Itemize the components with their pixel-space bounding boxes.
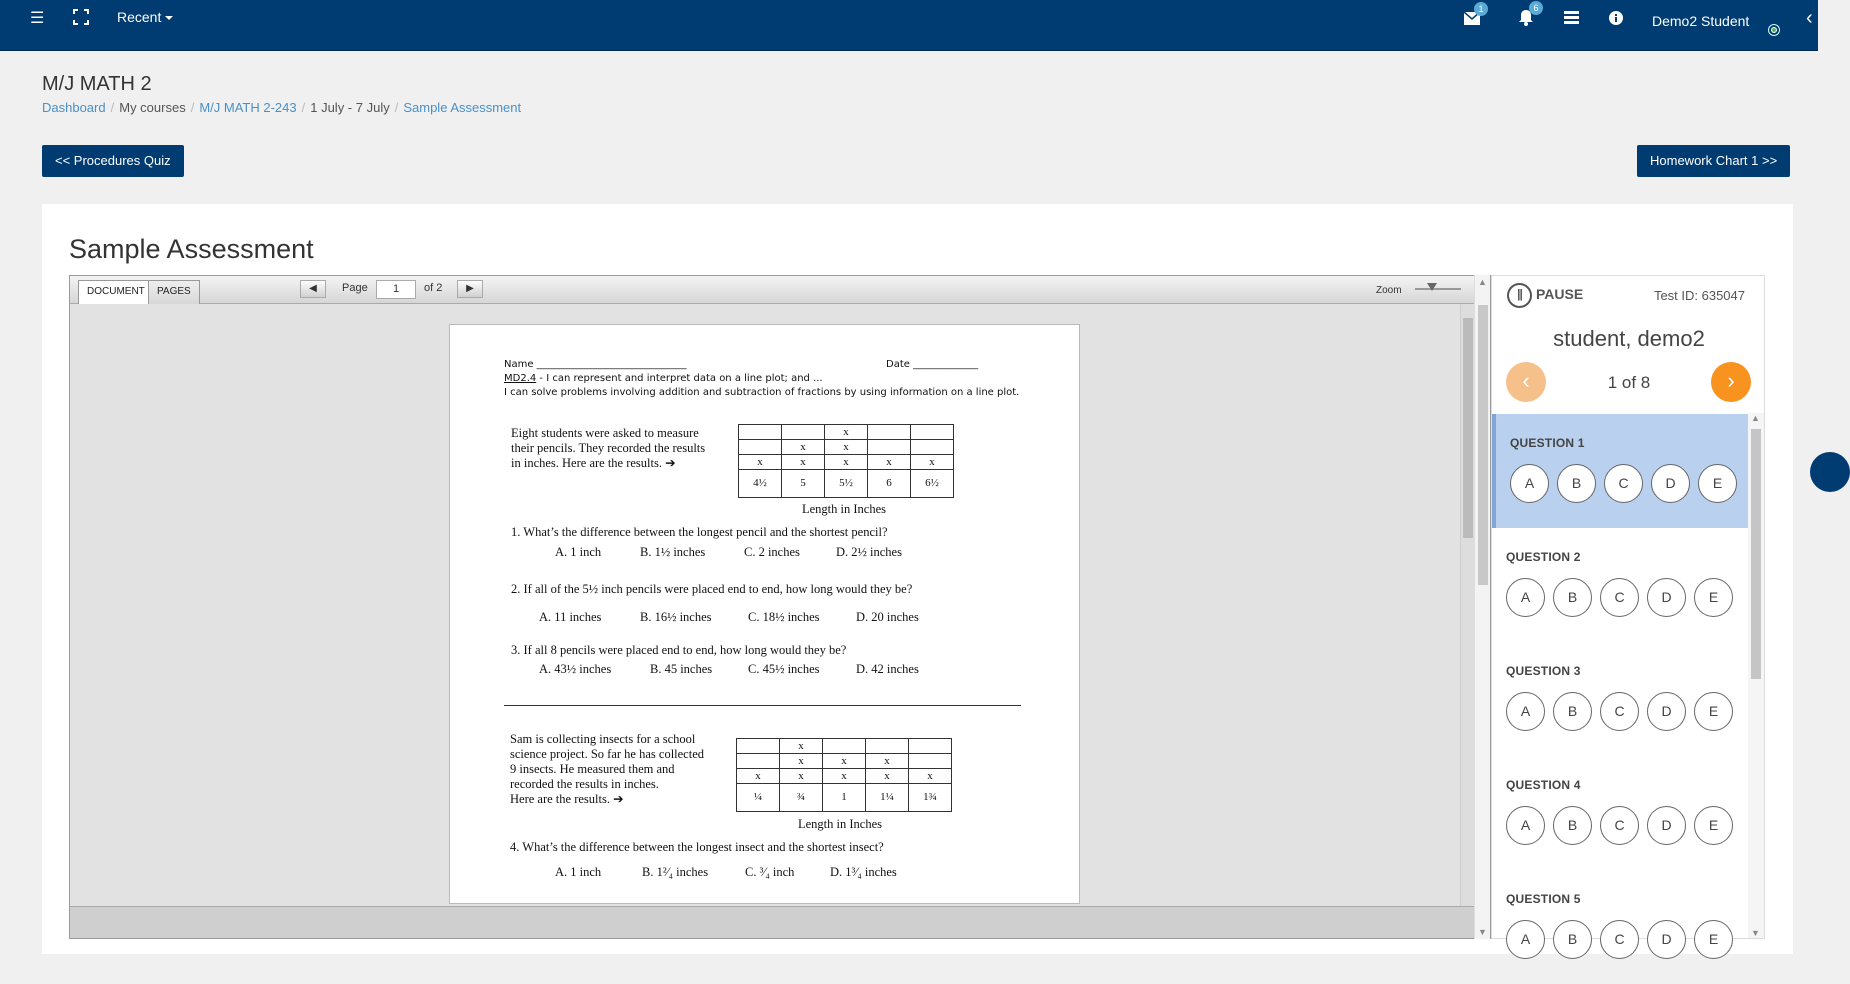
breadcrumb-dashboard[interactable]: Dashboard (42, 100, 106, 115)
next-question-button[interactable]: › (1711, 362, 1751, 402)
viewer-toolbar (70, 276, 1490, 304)
question-list (1492, 414, 1766, 947)
question-3-text: 3. If all 8 pencils were placed end to end, how long would they be? (511, 643, 847, 657)
user-menu[interactable]: Demo2 Student (1652, 13, 1750, 29)
date-line: Date _____________ (886, 359, 979, 370)
intro-text-2: Sam is collecting insects for a school science project. So far he has collected 9 insects. He measured them and recorded the results in inches. Here are the results. ➔ (510, 732, 705, 806)
page-number-input[interactable]: 1 (376, 280, 416, 299)
q4-option-c: C. ³⁄₄ inch (745, 865, 795, 879)
top-navbar (0, 0, 1818, 51)
pause-button[interactable] (1507, 283, 1583, 308)
question-scroll-thumb[interactable] (1751, 429, 1761, 679)
q2-option-a: A. 11 inches (539, 610, 602, 624)
standard-line-2: I can solve problems involving addition and subtraction of fractions by using information on a line plot. (504, 387, 1020, 398)
prev-activity-button[interactable]: << Procedures Quiz (42, 145, 184, 177)
next-page-button[interactable]: ▶ (457, 280, 483, 298)
answer-option-d[interactable]: D (1647, 920, 1686, 959)
name-line: Name ______________________________ (504, 359, 687, 370)
question-label: QUESTION 2 (1506, 550, 1581, 564)
answer-option-c[interactable]: C (1604, 464, 1643, 503)
viewer-scroll-thumb[interactable] (1478, 305, 1488, 585)
answer-option-d[interactable]: D (1647, 692, 1686, 731)
q3-option-d: D. 42 inches (856, 662, 919, 676)
question-label: QUESTION 3 (1506, 664, 1581, 678)
viewer-scrollbar[interactable] (1474, 275, 1490, 939)
question-label: QUESTION 5 (1506, 892, 1581, 906)
breadcrumb-assessment[interactable]: Sample Assessment (403, 100, 522, 115)
answer-option-e[interactable]: E (1694, 806, 1733, 845)
answer-option-c[interactable]: C (1600, 806, 1639, 845)
q3-option-a: A. 43½ inches (539, 662, 612, 676)
zoom-slider[interactable] (1415, 288, 1461, 290)
scroll-down-icon[interactable]: ▼ (1751, 928, 1760, 938)
pause-label: PAUSE (1536, 286, 1584, 303)
answer-option-c[interactable]: C (1600, 692, 1639, 731)
document-scrollbar[interactable] (1460, 304, 1474, 908)
q3-option-c: C. 45½ inches (748, 662, 820, 676)
q4-option-a: A. 1 inch (555, 865, 602, 879)
question-2-text: 2. If all of the 5½ inch pencils were placed end to end, how long would they be? (511, 582, 913, 596)
document-page (449, 324, 1080, 904)
intro-text-1: Eight students were asked to measure their pencils. They recorded the results in inches. Here are the results. ➔ (511, 426, 706, 470)
q3-option-b: B. 45 inches (650, 662, 713, 676)
breadcrumb: Dashboard / My courses / M/J MATH 2-243 / 1 July - 7 July / Sample Assessment (42, 100, 522, 115)
tab-pages[interactable]: PAGES (148, 280, 200, 304)
notifications-badge: 6 (1529, 1, 1543, 15)
answer-option-a[interactable]: A (1506, 806, 1545, 845)
q4-option-d: D. 1³⁄₄ inches (830, 865, 897, 879)
standard-line: MD2.4 - I can represent and interpret data on a line plot; and ... (504, 373, 823, 384)
breadcrumb-my-courses: My courses (119, 100, 186, 115)
messages-badge: 1 (1474, 2, 1488, 16)
status-dot (1769, 25, 1779, 35)
menu-icon[interactable]: ☰ (30, 10, 45, 27)
answer-panel (1491, 275, 1765, 947)
answer-option-e[interactable]: E (1698, 464, 1737, 503)
scroll-thumb[interactable] (1463, 318, 1473, 538)
answer-option-d[interactable]: D (1647, 578, 1686, 617)
side-drawer-toggle[interactable] (1810, 452, 1850, 492)
answer-option-c[interactable]: C (1600, 578, 1639, 617)
q1-option-b: B. 1½ inches (640, 545, 706, 559)
answer-option-a[interactable]: A (1506, 692, 1545, 731)
scroll-up-icon[interactable]: ▲ (1478, 277, 1487, 287)
answer-option-c[interactable]: C (1600, 920, 1639, 959)
answer-option-a[interactable]: A (1506, 578, 1545, 617)
q1-option-d: D. 2½ inches (836, 545, 902, 559)
plot1-axis-label: Length in Inches (802, 502, 887, 516)
question-label: QUESTION 1 (1510, 436, 1585, 450)
prev-page-button[interactable]: ◀ (300, 280, 326, 298)
breadcrumb-course[interactable]: M/J MATH 2-243 (199, 100, 297, 115)
question-block (1492, 756, 1750, 870)
answer-option-a[interactable]: A (1506, 920, 1545, 959)
page-title: Sample Assessment (69, 234, 314, 264)
scroll-up-icon[interactable]: ▲ (1751, 413, 1760, 423)
q2-option-d: D. 20 inches (856, 610, 919, 624)
chevron-down-icon (165, 16, 173, 20)
answer-option-d[interactable]: D (1647, 806, 1686, 845)
answer-option-d[interactable]: D (1651, 464, 1690, 503)
question-label: QUESTION 4 (1506, 778, 1581, 792)
next-activity-button[interactable]: Homework Chart 1 >> (1637, 145, 1790, 177)
q1-option-c: C. 2 inches (744, 545, 800, 559)
course-title: M/J MATH 2 (42, 73, 152, 95)
viewer-footer (70, 906, 1490, 938)
answer-option-b[interactable]: B (1553, 806, 1592, 845)
q2-option-b: B. 16½ inches (640, 610, 712, 624)
answer-option-a[interactable]: A (1510, 464, 1549, 503)
question-list-scrollbar[interactable] (1748, 413, 1764, 938)
question-1-text: 1. What’s the difference between the longest pencil and the shortest pencil? (511, 525, 888, 539)
info-icon[interactable] (1609, 11, 1623, 29)
page-total: of 2 (424, 282, 443, 294)
recent-label: Recent (117, 9, 162, 25)
plot2-axis-label: Length in Inches (798, 817, 883, 831)
insect-line-plot: x x x x x x x x x ¼ ¾ 1 1¼ 1¾ (736, 738, 952, 812)
pencil-line-plot: x x x x x x x x 4½ 5 5½ 6 6½ (738, 424, 954, 498)
recent-dropdown[interactable] (117, 9, 173, 25)
scroll-down-icon[interactable]: ▼ (1478, 927, 1487, 937)
answer-option-b[interactable]: B (1553, 920, 1592, 959)
page-label: Page (342, 282, 368, 294)
pause-icon: || (1507, 283, 1532, 308)
breadcrumb-week: 1 July - 7 July (310, 100, 390, 115)
question-block (1492, 414, 1750, 528)
answer-option-b[interactable]: B (1553, 578, 1592, 617)
student-name: student, demo2 (1553, 326, 1705, 351)
question-block (1492, 870, 1750, 984)
section-divider (504, 705, 1021, 706)
question-block (1492, 642, 1750, 756)
zoom-label: Zoom (1376, 285, 1402, 296)
answer-option-e[interactable]: E (1694, 578, 1733, 617)
question-4-text: 4. What’s the difference between the longest insect and the shortest insect? (510, 840, 884, 854)
answer-option-e[interactable]: E (1694, 920, 1733, 959)
answer-option-b[interactable]: B (1557, 464, 1596, 503)
answer-option-b[interactable]: B (1553, 692, 1592, 731)
q1-option-a: A. 1 inch (555, 545, 602, 559)
test-id: Test ID: 635047 (1653, 288, 1745, 303)
question-position: 1 of 8 (1607, 373, 1651, 392)
answer-option-e[interactable]: E (1694, 692, 1733, 731)
q2-option-c: C. 18½ inches (748, 610, 820, 624)
fullscreen-icon[interactable] (73, 9, 89, 29)
chevron-left-icon[interactable]: ‹ (1806, 7, 1813, 29)
tab-document[interactable]: DOCUMENT (78, 280, 154, 304)
prev-question-button[interactable]: ‹ (1506, 362, 1546, 402)
question-block (1492, 528, 1750, 642)
list-icon[interactable] (1564, 11, 1579, 28)
q4-option-b: B. 1²⁄₄ inches (642, 865, 709, 879)
